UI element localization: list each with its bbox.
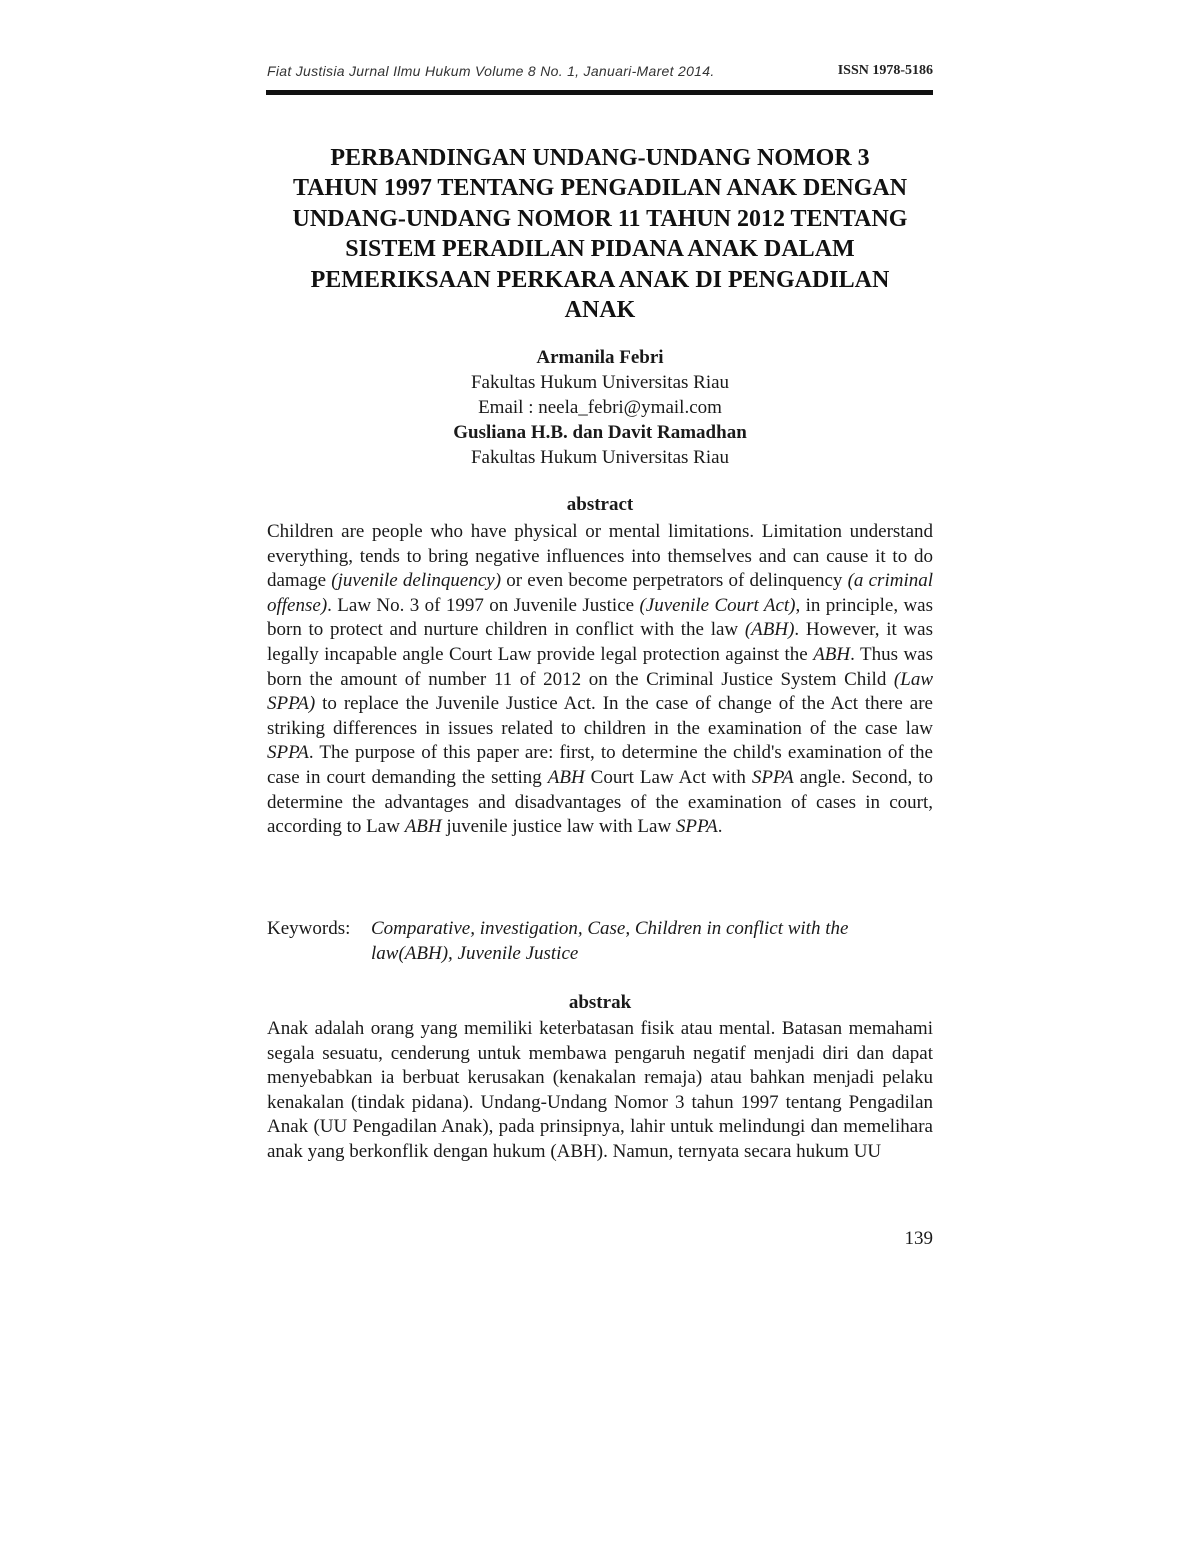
abstract-indonesian: Anak adalah orang yang memiliki keterbatasan fisik atau mental. Batasan memahami segala sesuatu, cenderung untuk membawa pengaruh negatif menjadi diri dan dapat menyebabkan ia berbuat kerusakan (kenakalan remaja) atau bahkan menjadi pelaku kenakalan (tindak pidana). Undang-Undang Nomor 3 tahun 1997 tentang Pengadilan Anak (UU Pengadilan Anak), pada prinsipnya, lahir untuk melindungi dan memelihara anak yang berkonflik dengan hukum (ABH). Namun, ternyata secara hukum UU	[267, 1018, 933, 1162]
abstract-text: or even become perpetrators of delinquency	[501, 570, 848, 592]
title-line: UNDANG-UNDANG NOMOR 11 TAHUN 2012 TENTANG	[292, 205, 908, 232]
paper-title	[267, 143, 933, 325]
title-line: ANAK	[564, 297, 636, 324]
abstrak-heading: abstrak	[568, 992, 632, 1013]
abstract-heading: abstract	[566, 494, 634, 515]
abstract-italic: ABH	[404, 816, 442, 838]
author-affiliation: Fakultas Hukum Universitas Riau	[470, 372, 730, 393]
author-name: Armanila Febri	[536, 347, 664, 368]
abstract-text: Court Law Act with	[584, 766, 752, 788]
title-line: PERBANDINGAN UNDANG-UNDANG NOMOR 3	[330, 145, 870, 171]
abstract-text: . The purpose of this paper are: first, to determine the child's examination of the case in court demanding the setting	[267, 742, 933, 788]
abstract-italic: (ABH)	[744, 619, 795, 641]
journal-citation: Fiat Justisia Jurnal Ilmu Hukum Volume 8 No. 1, Januari-Maret 2014.	[267, 63, 715, 79]
abstract-italic: SPPA	[751, 766, 794, 788]
abstract-italic: (Law SPPA)	[267, 668, 933, 715]
author-block	[267, 345, 933, 470]
running-header	[267, 63, 933, 85]
author-email: Email : neela_febri@ymail.com	[478, 397, 722, 418]
abstract-italic: (juvenile delinquency)	[331, 570, 502, 592]
abstract-italic: (Juvenile Court Act)	[639, 594, 796, 616]
abstract-italic: SPPA	[267, 742, 309, 764]
page-number: 139	[904, 1228, 933, 1249]
abstract-text: juvenile justice law with Law	[441, 816, 676, 838]
title-line: TAHUN 1997 TENTANG PENGADILAN ANAK DENGAN	[292, 175, 908, 202]
keywords-list: Comparative, investigation, Case, Children in conflict with the law(ABH), Juvenile Justice	[371, 918, 849, 964]
title-line: SISTEM PERADILAN PIDANA ANAK DALAM	[345, 236, 855, 263]
abstract-text: .	[717, 816, 723, 838]
abstract-italic: SPPA	[675, 816, 718, 838]
keywords-label: Keywords:	[267, 918, 351, 939]
title-line: PEMERIKSAAN PERKARA ANAK DI PENGADILAN	[310, 266, 890, 293]
issn-label: ISSN 1978-5186	[837, 63, 933, 78]
abstract-text: Children are people who have physical or mental limitations. Limitation understand everything, tends to bring negative influences into themselves and can cause it to do damage	[267, 521, 933, 592]
coauthor-affiliation: Fakultas Hukum Universitas Riau	[470, 447, 730, 468]
abstract-text: . Law No. 3 of 1997 on Juvenile Justice	[327, 594, 640, 616]
abstract-text: , in principle, was born to protect and nurture children in conflict with the law	[267, 594, 934, 641]
abstract-text: angle. Second, to determine the advantages and disadvantages of the examination of cases in court, according to Law	[267, 766, 934, 838]
abstract-text: to replace the Juvenile Justice Act. In the case of change of the Act there are striking differences in issues related to children in the examination of the case law	[267, 693, 933, 739]
abstract-text: . However, it was legally incapable angle Court Law provide legal protection against the	[267, 619, 933, 665]
abstract-english	[267, 520, 933, 840]
abstract-text: . Thus was born the amount of number 11 of 2012 on the Criminal Justice System Child	[267, 643, 933, 690]
abstract-italic: (a criminal offense)	[267, 570, 933, 616]
abstract-italic: ABH	[813, 643, 851, 665]
header-rule	[266, 90, 933, 95]
coauthor-names: Gusliana H.B. dan Davit Ramadhan	[453, 422, 747, 443]
abstract-italic: ABH	[547, 766, 585, 788]
